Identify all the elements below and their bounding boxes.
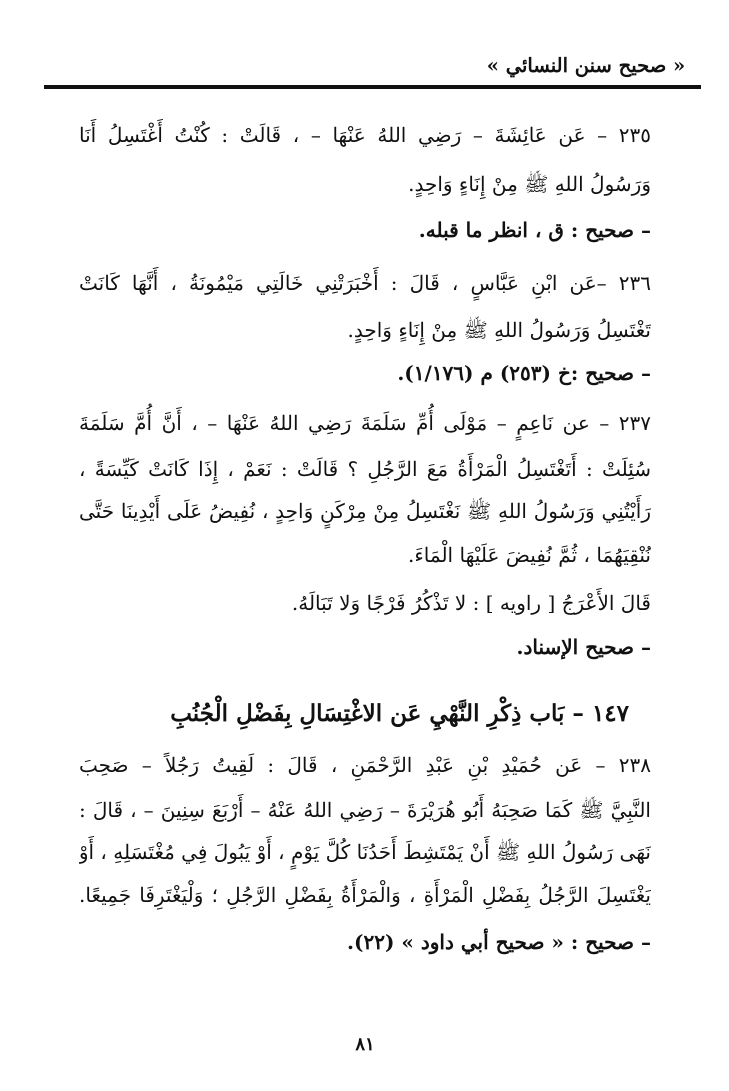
hadith-238-grading: – صحيح : « صحيح أبي داود » (٢٢). — [347, 930, 651, 954]
hadith-236-line-1: ٢٣٦ –عَن ابْنِ عَبَّاسٍ ، قَالَ : أَخْبَرَتْنِي خَالَتِي مَيْمُونَةُ ، أَنَّهَا كَانَتْ — [79, 271, 651, 295]
hadith-237-grading: – صحيح الإسناد. — [516, 635, 651, 659]
hadith-235-grading: – صحيح : ق ، انظر ما قبله. — [418, 218, 651, 242]
hadith-235-line-1: ٢٣٥ – عَن عَائِشَةَ – رَضِي اللهُ عَنْهَا – ، قَالَتْ : كُنْتُ أَغْتَسِلُ أَنَا — [79, 123, 651, 147]
chapter-heading: ١٤٧ – بَاب ذِكْرِ النَّهْيِ عَن الاغْتِسَالِ بِفَضْلِ الْجُنُبِ — [170, 700, 629, 727]
hadith-235-line-2: وَرَسُولُ اللهِ ﷺ مِنْ إِنَاءٍ وَاحِدٍ. — [408, 172, 651, 196]
hadith-238-line-3: نَهَى رَسُولُ اللهِ ﷺ أَنْ يَمْتَشِطَ أَحَدُنَا كُلَّ يَوْمٍ ، أَوْ يَبُولَ فِي مُغْتَسَلِهِ ، أَوْ — [79, 840, 651, 864]
hadith-236-grading: – صحيح :خ (٢٥٣) م (١/١٧٦). — [397, 361, 651, 385]
page-number: ٨١ — [355, 1034, 375, 1055]
hadith-238-line-4: يَغْتَسِلَ الرَّجُلُ بِفَضْلِ الْمَرْأَةِ ، وَالْمَرْأَةُ بِفَضْلِ الرَّجُلِ ؛ وَلْيَغْتَرِفَا جَمِيعًا. — [79, 883, 651, 907]
header-divider — [44, 85, 701, 89]
hadith-237-note: قَالَ الأَعْرَجُ [ راويه ] : لا تَذْكُرُ فَرْجًا وَلا تَبَالَهُ. — [291, 591, 651, 615]
hadith-237-line-4: نُنْقِيَهُمَا ، ثُمَّ نُفِيضَ عَلَيْهَا الْمَاءَ. — [408, 543, 651, 567]
hadith-238-line-1: ٢٣٨ – عَن حُمَيْدِ بْنِ عَبْدِ الرَّحْمَنِ ، قَالَ : لَقِيتُ رَجُلاً – صَحِبَ — [79, 753, 651, 777]
hadith-237-line-1: ٢٣٧ – عن نَاعِمٍ – مَوْلَى أُمِّ سَلَمَةَ رَضِي اللهُ عَنْهَا – ، أَنَّ أُمَّ سَلَمَةَ — [79, 411, 651, 435]
hadith-237-line-3: رَأَيْتُنِي وَرَسُولُ اللهِ ﷺ نَغْتَسِلُ مِنْ مِرْكَنٍ وَاحِدٍ ، نُفِيضُ عَلَى أَيْدِينَا حَتَّى — [79, 499, 651, 523]
hadith-238-line-2: النَّبِيَّ ﷺ كَمَا صَحِبَهُ أَبُو هُرَيْرَةَ – رَضِي اللهُ عَنْهُ – أَرْبَعَ سِنِينَ – ، قَالَ : — [79, 798, 651, 822]
hadith-237-line-2: سُئِلَتْ : أَتَغْتَسِلُ الْمَرْأَةُ مَعَ الرَّجُلِ ؟ قَالَتْ : نَعَمْ ، إِذَا كَانَتْ كَيِّسَةً ، — [79, 457, 651, 481]
running-header-title: « صحيح سنن النسائي » — [486, 54, 686, 77]
hadith-236-line-2: تَغْتَسِلُ وَرَسُولُ اللهِ ﷺ مِنْ إِنَاءٍ وَاحِدٍ. — [347, 318, 651, 342]
